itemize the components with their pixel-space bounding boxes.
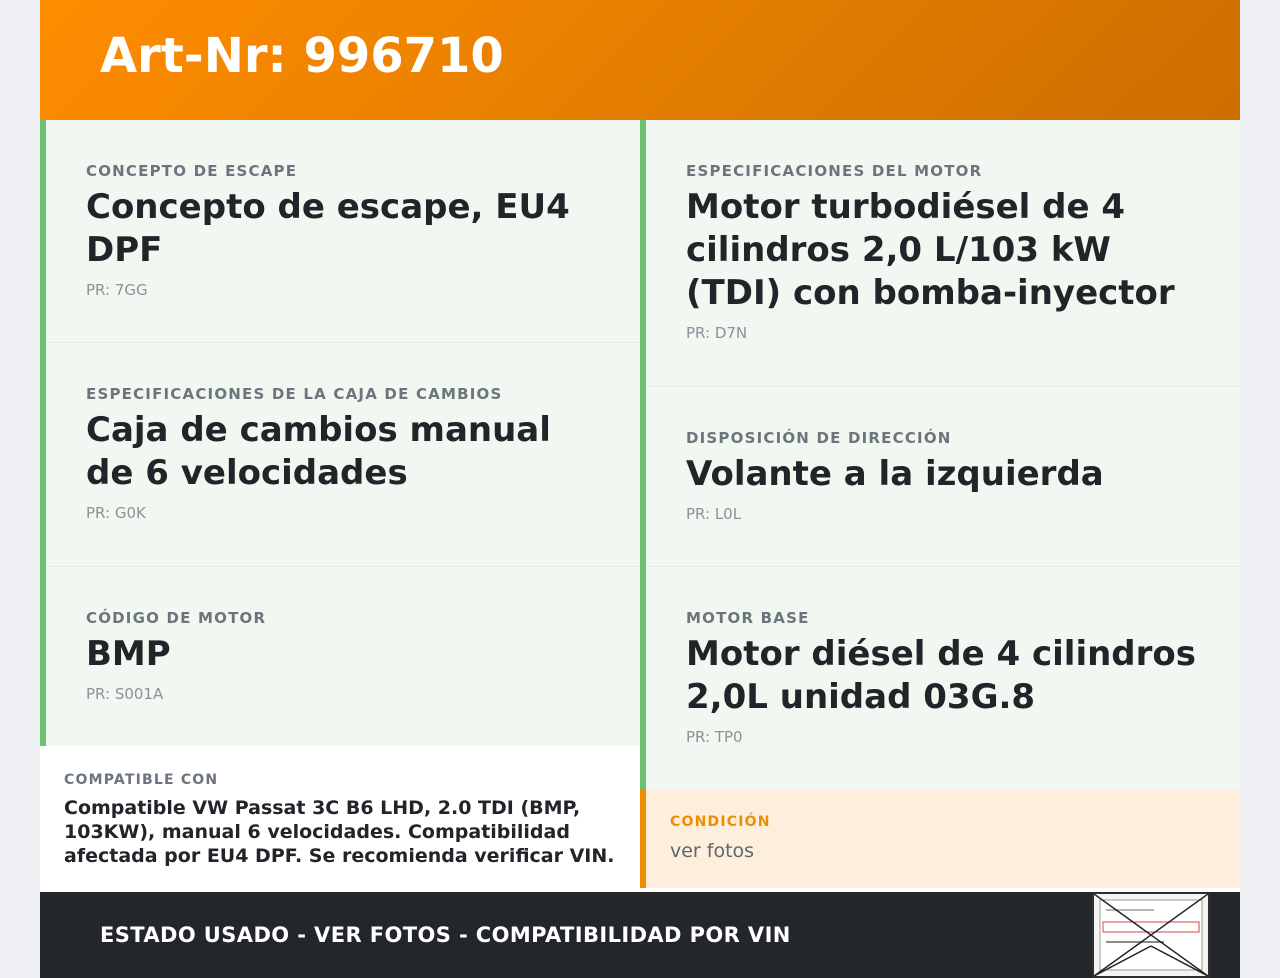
spec-value: Concepto de escape, EU4 DPF <box>86 187 570 270</box>
compatibility-label: COMPATIBLE CON <box>64 772 219 788</box>
spec-pr-code: PR: 7GG <box>86 281 148 299</box>
header <box>40 0 1240 120</box>
spec-label: MOTOR BASE <box>686 609 810 627</box>
compatibility-text: Compatible VW Passat 3C B6 LHD, 2.0 TDI (BMP, 103KW), manual 6 velocidades. Compatibilidad afectada por EU4 DPF. Se recomienda verificar VIN. <box>64 797 615 867</box>
spec-value: BMP <box>86 634 171 674</box>
spec-label: CÓDIGO DE MOTOR <box>86 609 267 627</box>
spec-pr-code: PR: G0K <box>86 504 146 522</box>
part-label-photo[interactable] <box>1092 892 1210 978</box>
product-page <box>40 0 1240 978</box>
condition-text: ver fotos <box>670 840 755 862</box>
page-title: Art-Nr: 996710 <box>100 28 504 84</box>
spec-value: Volante a la izquierda <box>686 454 1104 494</box>
compatibility-section <box>40 746 640 892</box>
condition-label: CONDICIÓN <box>670 814 771 830</box>
spec-pr-code: PR: TP0 <box>686 728 743 746</box>
spec-pr-code: PR: D7N <box>686 324 748 342</box>
spec-pr-code: PR: L0L <box>686 505 742 523</box>
footer-text: ESTADO USADO - VER FOTOS - COMPATIBILIDAD POR VIN <box>100 923 791 947</box>
footer-bar <box>40 892 1240 978</box>
spec-card-gearbox <box>40 343 640 567</box>
spec-label: ESPECIFICACIONES DEL MOTOR <box>686 162 983 180</box>
spec-card-engine-code <box>40 567 640 746</box>
spec-label: ESPECIFICACIONES DE LA CAJA DE CAMBIOS <box>86 385 503 403</box>
part-label-photo-icon <box>1094 894 1208 976</box>
spec-card-engine <box>640 120 1240 387</box>
spec-card-exhaust <box>40 120 640 343</box>
spec-value: Caja de cambios manual de 6 velocidades <box>86 410 551 493</box>
spec-card-base-engine <box>640 567 1240 790</box>
spec-value: Motor diésel de 4 cilindros 2,0L unidad 03G.8 <box>686 634 1196 717</box>
spec-label: CONCEPTO DE ESCAPE <box>86 162 298 180</box>
spec-card-steering <box>640 387 1240 567</box>
spec-pr-code: PR: S001A <box>86 685 164 703</box>
spec-value: Motor turbodiésel de 4 cilindros 2,0 L/103 kW (TDI) con bomba-inyector <box>686 187 1175 313</box>
spec-label: DISPOSICIÓN DE DIRECCIÓN <box>686 429 952 447</box>
condition-section <box>640 790 1240 888</box>
